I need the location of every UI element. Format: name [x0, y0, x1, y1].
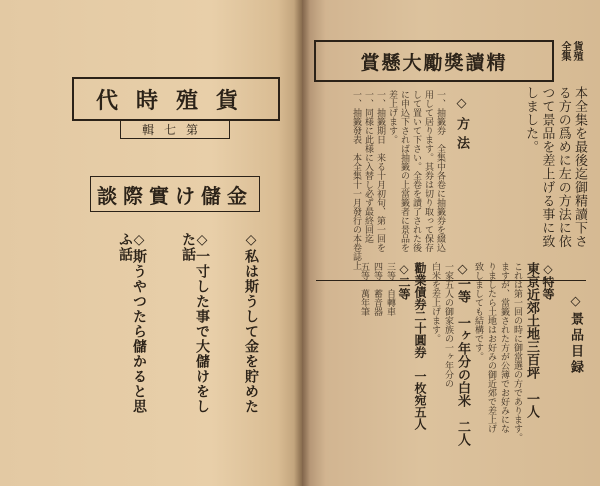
intro-line: つて景品を差上げる事に致 — [539, 86, 555, 248]
method-line: 一、抽籤發表 本全集十一月發行の本卷誌上 — [351, 90, 361, 270]
headline-box — [314, 40, 554, 82]
method-line: 用して居ります。其券は切り取って保存 — [423, 90, 433, 252]
prize-line: りましたら土地はお好みの御近郊で差上げ — [486, 262, 496, 433]
series-title-box — [72, 77, 280, 121]
side-label-line: 貨殖 — [571, 41, 582, 61]
prize-line: 一家五人の御家族の一ヶ年分の — [443, 262, 453, 388]
story-item: ◇一寸した事で大儲けをした話 — [180, 232, 210, 414]
side-label — [553, 41, 587, 81]
series-title: 貨殖時代 — [95, 87, 256, 114]
method-line: して置いて下さい。全卷を讀了された後 — [411, 90, 421, 252]
prize-line: これは第一回の時に御當選の方であります。 — [512, 262, 522, 442]
method-line: 一、抽籤期日 来る十月初旬、第一回を — [375, 90, 385, 252]
prize-line: ますが、當籤された方が公簿でお好みにな — [499, 262, 509, 433]
prize-line: ◇二等 — [397, 262, 411, 300]
intro-line: しました。 — [523, 86, 539, 154]
side-label-line: 全集 — [559, 41, 570, 61]
prize-line: 致しましても結構です。 — [473, 262, 483, 361]
prizes-heading: ◇景品目録 — [568, 294, 583, 376]
prize-line: ◇一等 一ヶ年分の白米 二人 — [455, 262, 470, 446]
volume-label: 第七輯 — [120, 119, 230, 139]
book-title-box — [90, 176, 260, 212]
prize-list — [322, 262, 554, 472]
intro-text — [474, 86, 586, 274]
method-line: に申込下されば抽籤の上當籤者に景品を — [399, 90, 409, 252]
prize-line: 五等 萬年筆 — [359, 262, 369, 316]
story-list — [118, 232, 258, 422]
intro-line: 本全集を最後迄御精讀下さ — [572, 86, 587, 248]
headline: 精讀獎勵大懸賞 — [360, 51, 508, 74]
book-title: 金儲け實際談 — [97, 183, 253, 208]
book-gutter — [294, 0, 310, 486]
method-line: 一、抽籤券 全集中各卷に抽籤券を綴込 — [435, 90, 445, 252]
prize-line: 東京近郊土地三百坪 一人 — [524, 262, 539, 418]
method-body — [322, 90, 444, 276]
prize-line: 勸業債券二十圓券 一枚宛五人 — [413, 262, 427, 430]
prize-line: 四等 蓄音器 — [372, 262, 382, 316]
intro-line: る方の爲めに左の方法に依 — [555, 86, 571, 248]
story-item: ◇斯うやつたら儲かると思ふ話 — [117, 232, 147, 414]
method-line: 差上げます。 — [387, 90, 397, 144]
prize-line: ◇特等 — [541, 262, 555, 300]
method-heading: ◇方法 — [454, 96, 469, 155]
story-item: ◇私は斯うして金を貯めた — [243, 232, 259, 414]
method-line: 一、同様に此様に入替し必ず最終回迄 — [363, 90, 373, 243]
prize-line: 白米を差上げます。 — [430, 262, 440, 343]
prize-line: 三等 自轉車 — [385, 262, 395, 316]
